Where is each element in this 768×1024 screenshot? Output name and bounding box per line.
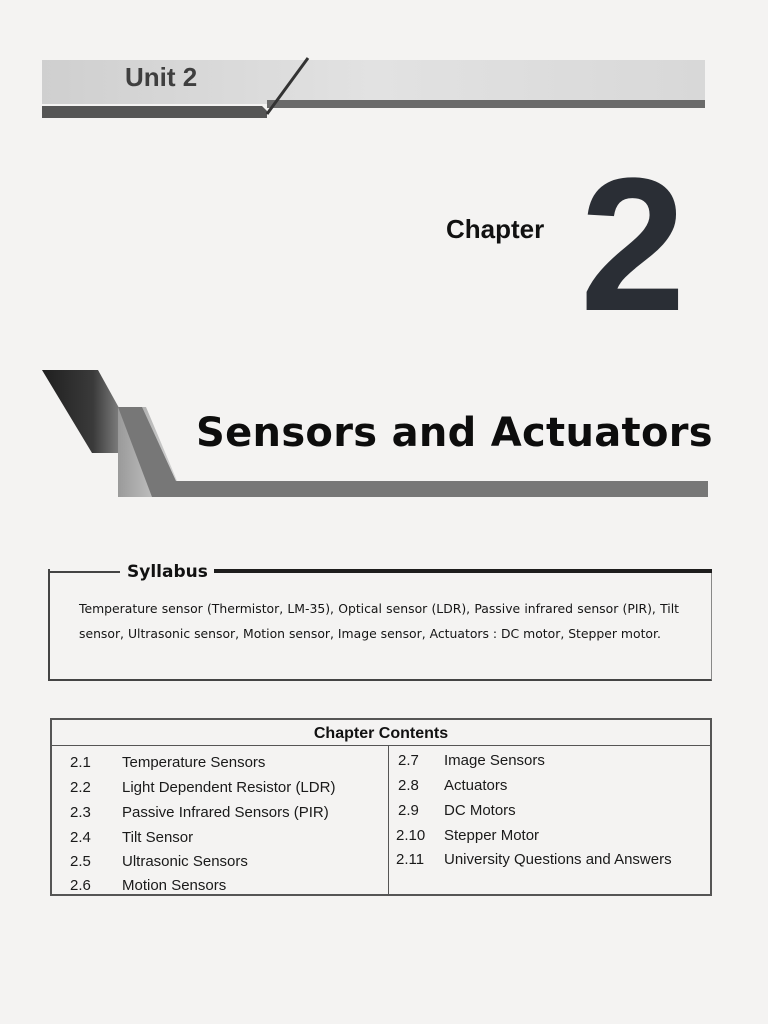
item-title: Passive Infrared Sensors (PIR) <box>122 804 329 821</box>
item-title: Temperature Sensors <box>122 754 266 771</box>
contents-item <box>398 752 545 769</box>
chapter-word: Chapter <box>446 214 545 244</box>
contents-item <box>70 853 248 870</box>
contents-item <box>398 777 507 794</box>
contents-item <box>70 779 335 796</box>
item-number: 2.5 <box>70 853 91 870</box>
item-title: Actuators <box>444 777 508 794</box>
item-number: 2.1 <box>70 754 91 771</box>
item-title: Ultrasonic Sensors <box>122 853 248 870</box>
item-title: University Questions and Answers <box>444 851 672 868</box>
item-number: 2.10 <box>396 827 426 844</box>
contents-column-divider <box>388 746 389 894</box>
item-title: Stepper Motor <box>444 827 540 844</box>
contents-item <box>70 877 226 894</box>
item-title: Light Dependent Resistor (LDR) <box>122 779 336 796</box>
item-title: Image Sensors <box>444 752 545 769</box>
contents-item <box>396 851 672 868</box>
syllabus-text: Temperature sensor (Thermistor, LM-35), Optical sensor (LDR), Passive infrared sensor (PIR), Tilt sensor, Ultrasonic sensor, Motion sensor, Image sensor, Actuators : DC motor, Stepper motor. <box>79 601 679 641</box>
contents-item <box>396 827 539 844</box>
unit-label: Unit 2 <box>125 62 198 92</box>
item-title: Motion Sensors <box>122 877 227 894</box>
item-number: 2.3 <box>70 804 91 821</box>
item-number: 2.9 <box>398 802 419 819</box>
item-number: 2.8 <box>398 777 419 794</box>
item-title: DC Motors <box>444 802 516 819</box>
contents-item <box>70 754 265 771</box>
contents-item <box>398 802 516 819</box>
syllabus-rule-left <box>48 571 120 573</box>
contents-heading: Chapter Contents <box>313 725 449 742</box>
item-number: 2.7 <box>398 752 419 769</box>
item-number: 2.4 <box>70 829 91 846</box>
contents-item <box>70 804 329 821</box>
item-title: Tilt Sensor <box>122 829 194 846</box>
item-number: 2.2 <box>70 779 91 796</box>
syllabus-heading: Syllabus <box>127 562 208 582</box>
item-number: 2.6 <box>70 877 91 894</box>
chapter-number: 2 <box>580 139 686 351</box>
contents-item <box>70 829 193 846</box>
chapter-title: Sensors and Actuators <box>196 410 713 456</box>
syllabus-rule-right <box>214 569 712 573</box>
item-number: 2.11 <box>396 851 425 868</box>
contents-header-rule <box>52 745 710 746</box>
